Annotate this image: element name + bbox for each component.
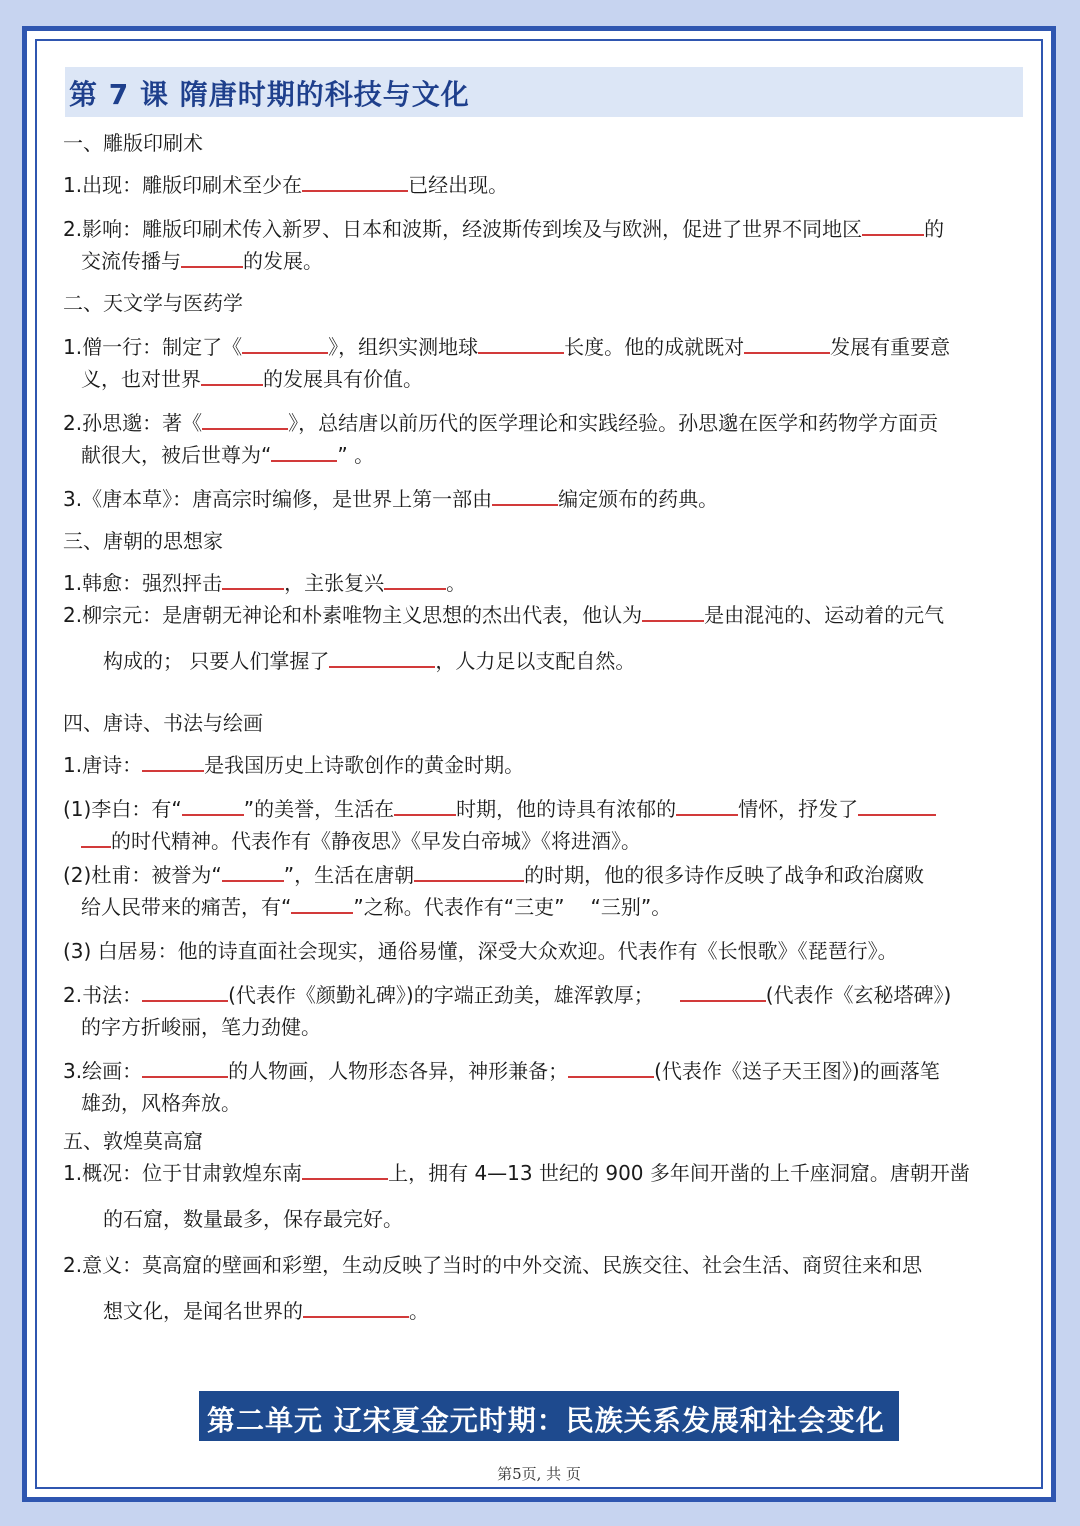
fill-blank[interactable] bbox=[182, 794, 244, 816]
question-line bbox=[63, 859, 1023, 891]
text: ”，生活在唐朝 bbox=[283, 863, 415, 887]
question-line bbox=[63, 1055, 1023, 1087]
question-line bbox=[63, 645, 1023, 677]
text: 2.孙思邈：著《 bbox=[63, 411, 203, 435]
text: (2)杜甫：被誉为“ bbox=[63, 863, 222, 887]
question-line bbox=[63, 363, 1023, 395]
text: 2.意义：莫高窟的壁画和彩塑，生动反映了当时的中外交流、民族交往、社会生活、商贸往来和思 bbox=[63, 1253, 923, 1277]
text: 》，组织实测地球 bbox=[328, 335, 479, 359]
text: 已经出现。 bbox=[408, 173, 509, 197]
fill-blank[interactable] bbox=[302, 170, 408, 192]
text: ，人力足以支配自然。 bbox=[435, 649, 636, 673]
text: ”的美誉，生活在 bbox=[243, 797, 395, 821]
fill-blank[interactable] bbox=[568, 1056, 654, 1078]
worksheet-content bbox=[63, 127, 1023, 1327]
text: 。 bbox=[446, 571, 467, 595]
fill-blank[interactable] bbox=[414, 860, 524, 882]
fill-blank[interactable] bbox=[862, 214, 924, 236]
fill-blank[interactable] bbox=[680, 980, 766, 1002]
question-line bbox=[63, 245, 1023, 277]
text: 1.概况：位于甘肃敦煌东南 bbox=[63, 1161, 303, 1185]
fill-blank[interactable] bbox=[291, 892, 353, 914]
fill-blank[interactable] bbox=[384, 568, 446, 590]
unit-title: 第二单元 辽宋夏金元时期：民族关系发展和社会变化 bbox=[207, 1404, 885, 1437]
question-line bbox=[63, 749, 1023, 781]
question-line bbox=[63, 213, 1023, 245]
text: ” 。 bbox=[337, 443, 375, 467]
fill-blank[interactable] bbox=[744, 332, 830, 354]
text: 3.《唐本草》：唐高宗时编修，是世界上第一部由 bbox=[63, 487, 493, 511]
question-line bbox=[63, 1011, 1023, 1043]
section-heading: 五、敦煌莫高窟 bbox=[63, 1129, 203, 1153]
text: 1.出现：雕版印刷术至少在 bbox=[63, 173, 303, 197]
text: (代表作《送子天王图》)的画落笔 bbox=[654, 1059, 940, 1083]
text: 》，总结唐以前历代的医学理论和实践经验。孙思邈在医学和药物学方面贡 bbox=[288, 411, 939, 435]
text: 给人民带来的痛苦，有“ bbox=[81, 895, 292, 919]
lesson-header bbox=[65, 67, 1023, 117]
text: 2.柳宗元：是唐朝无神论和朴素唯物主义思想的杰出代表，他认为 bbox=[63, 603, 643, 627]
section-heading: 一、雕版印刷术 bbox=[63, 131, 203, 155]
text: 构成的； 只要人们掌握了 bbox=[103, 649, 330, 673]
fill-blank[interactable] bbox=[142, 750, 204, 772]
text: 情怀，抒发了 bbox=[738, 797, 859, 821]
text: ，主张复兴 bbox=[284, 571, 385, 595]
text: 1.僧一行：制定了《 bbox=[63, 335, 243, 359]
question-line bbox=[63, 483, 1023, 515]
section-heading: 三、唐朝的思想家 bbox=[63, 529, 223, 553]
text: 是由混沌的、运动着的元气 bbox=[704, 603, 945, 627]
text: (代表作《玄秘塔碑》) bbox=[765, 983, 952, 1007]
fill-blank[interactable] bbox=[201, 364, 263, 386]
question-line bbox=[63, 979, 1023, 1011]
fill-blank[interactable] bbox=[222, 860, 284, 882]
text: 的时期，他的很多诗作反映了战争和政治腐败 bbox=[524, 863, 925, 887]
text: 上，拥有 4—13 世纪的 900 多年间开凿的上千座洞窟。唐朝开凿 bbox=[388, 1161, 970, 1185]
text: 2.书法： bbox=[63, 983, 143, 1007]
question-line bbox=[63, 439, 1023, 471]
question-line bbox=[63, 891, 1023, 923]
fill-blank[interactable] bbox=[492, 484, 558, 506]
fill-blank[interactable] bbox=[142, 1056, 228, 1078]
text: (1)李白：有“ bbox=[63, 797, 182, 821]
text: 。 bbox=[409, 1299, 429, 1323]
fill-blank[interactable] bbox=[81, 826, 111, 848]
fill-blank[interactable] bbox=[329, 646, 435, 668]
text: ”之称。代表作有“三吏” bbox=[353, 895, 565, 919]
question-line: (3) 白居易：他的诗直面社会现实，通俗易懂，深受大众欢迎。代表作有《长恨歌》《琵琶行》。 bbox=[63, 939, 898, 963]
page-footer: 第5页, 共 页 bbox=[497, 1465, 581, 1483]
unit-banner bbox=[199, 1391, 899, 1441]
text: 义，也对世界 bbox=[81, 367, 201, 391]
fill-blank[interactable] bbox=[303, 1296, 409, 1318]
question-line bbox=[63, 407, 1023, 439]
question-line bbox=[63, 169, 1023, 201]
text: 长度。他的成就既对 bbox=[564, 335, 745, 359]
fill-blank[interactable] bbox=[478, 332, 564, 354]
text: 编定颁布的药典。 bbox=[558, 487, 719, 511]
text: 的字方折峻丽，笔力劲健。 bbox=[81, 1015, 321, 1039]
fill-blank[interactable] bbox=[858, 794, 936, 816]
fill-blank[interactable] bbox=[271, 440, 337, 462]
question-line bbox=[63, 599, 1023, 631]
text: “三别”。 bbox=[590, 895, 672, 919]
text: 是我国历史上诗歌创作的黄金时期。 bbox=[204, 753, 525, 777]
question-line bbox=[63, 793, 1023, 825]
text: 献很大，被后世尊为“ bbox=[81, 443, 272, 467]
question-line bbox=[63, 1087, 1023, 1119]
lesson-title: 第 7 课 隋唐时期的科技与文化 bbox=[69, 78, 470, 111]
text: 1.唐诗： bbox=[63, 753, 143, 777]
section-heading: 二、天文学与医药学 bbox=[63, 291, 243, 315]
text: 3.绘画： bbox=[63, 1059, 143, 1083]
text: 时期，他的诗具有浓郁的 bbox=[456, 797, 677, 821]
text: 2.影响：雕版印刷术传入新罗、日本和波斯，经波斯传到埃及与欧洲，促进了世界不同地区 bbox=[63, 217, 863, 241]
text: (代表作《颜勤礼碑》)的字端正劲美，雄浑敦厚； bbox=[228, 983, 654, 1007]
question-line bbox=[63, 1157, 1023, 1189]
text: 的 bbox=[924, 217, 945, 241]
question-line bbox=[63, 1249, 1023, 1281]
question-line bbox=[63, 567, 1023, 599]
text: 的石窟，数量最多，保存最完好。 bbox=[103, 1207, 403, 1231]
text: 交流传播与 bbox=[81, 249, 181, 273]
fill-blank[interactable] bbox=[142, 980, 228, 1002]
fill-blank[interactable] bbox=[676, 794, 738, 816]
text: 的发展。 bbox=[243, 249, 323, 273]
fill-blank[interactable] bbox=[642, 600, 704, 622]
text: 1.韩愈：强烈抨击 bbox=[63, 571, 223, 595]
page-sheet bbox=[22, 26, 1056, 1502]
fill-blank[interactable] bbox=[222, 568, 284, 590]
text: 发展有重要意 bbox=[830, 335, 951, 359]
question-line bbox=[63, 825, 1023, 857]
text: 的时代精神。代表作有《静夜思》《早发白帝城》《将进酒》。 bbox=[111, 829, 641, 853]
fill-blank[interactable] bbox=[242, 332, 328, 354]
fill-blank[interactable] bbox=[181, 246, 243, 268]
question-line bbox=[63, 331, 1023, 363]
text: 的发展具有价值。 bbox=[263, 367, 423, 391]
fill-blank[interactable] bbox=[202, 408, 288, 430]
text: 雄劲，风格奔放。 bbox=[81, 1091, 241, 1115]
text: 的人物画，人物形态各异，神形兼备； bbox=[228, 1059, 569, 1083]
text: 想文化，是闻名世界的 bbox=[103, 1299, 303, 1323]
fill-blank[interactable] bbox=[302, 1158, 388, 1180]
question-line bbox=[63, 1203, 1023, 1235]
question-line bbox=[63, 1295, 1023, 1327]
section-heading: 四、唐诗、书法与绘画 bbox=[63, 711, 263, 735]
fill-blank[interactable] bbox=[394, 794, 456, 816]
